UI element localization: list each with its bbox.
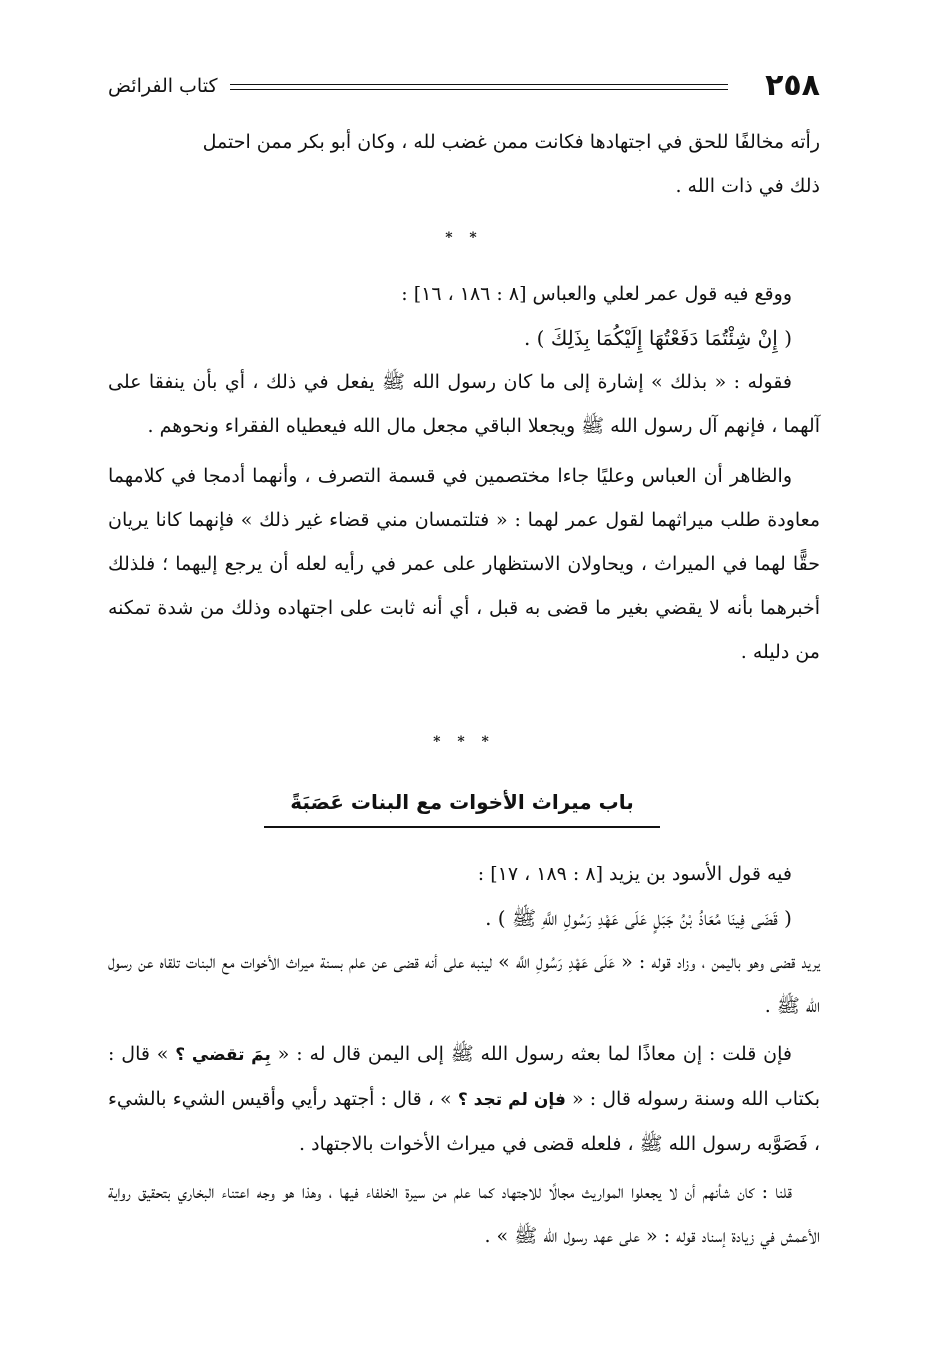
section-2-paragraph-1: فقوله : « بذلك » إشارة إلى ما كان رسول الله ﷺ يفعل في ذلك ، أي بأن ينفقا على آلهما ، فإنهم آل رسول الله ﷺ ويجعلا الباقي مجعل مال الله فيعطياه الفقراء ونحوهم .: [108, 371, 820, 437]
chapter-paragraph-2-part-c: » قال : بكتاب الله وسنة رسوله قال : «: [108, 1043, 821, 1110]
separator-stars: * *: [445, 230, 483, 246]
chapter-paragraph-2-part-a: فإن قلت : إن معاذًا لما بعثه رسول الله ﷺ إلى اليمن قال له : «: [277, 1043, 792, 1065]
chapter-paragraph-1: يريد قضى وهو باليمن ، وزاد قوله : « عَلَى عَهْدِ رَسُولِ اللَّه » لينبه على أنه قضى عن علم بسنة ميراث الأخوات مع البنات تلقاه عن رسول الله ﷺ .: [108, 951, 820, 1017]
running-header: [108, 66, 820, 110]
chapter-hadith-quote: ( قَضَى فِينَا مُعَاذُ بْنُ جَبَلٍ عَلَى عَهْدِ رَسُولِ اللَّهِ ﷺ ) .: [485, 906, 792, 930]
section-1-text: [108, 120, 820, 208]
section-2-text: [108, 272, 820, 674]
chapter-paragraph-2-part-d: » ، قال : أجتهد رأيي وأقيس الشيء بالشيء ، فَصَوَّبه رسول الله ﷺ ، فلعله قضى في ميراث الأخوات بالاجتهاد .: [108, 1088, 820, 1155]
separator-stars: * * *: [433, 734, 495, 750]
page-number: ٢٥٨: [765, 68, 820, 103]
section-2-paragraph-2: والظاهر أن العباس وعليًا جاءا مختصمين في قسمة التصرف ، وأنهما أدمجا في كلامهما معاودة طلب ميراثهما لقول عمر لهما : « فتلتمسان مني قضاء غير ذلك » فإنهما كانا يريان حقًّا لهما في الميراث ، ويحاولان الاستظهار على عمر في رأيه لعله أن يرجع إليهما ؛ فلذلك أخبرهما بأنه لا يقضي بغير ما قضى به قبل ، أي أنه ثابت على اجتهاده وذلك من شدة تمكنه من دليله .: [108, 465, 820, 663]
bold-question-1: بِمَ تقضي ؟: [175, 1045, 271, 1065]
chapter-paragraph-3: قلنا : كان شأنهم أن لا يجعلوا المواريث مجالًا للاجتهاد كما علم من سيرة الخلفاء فيها ، وهذا هو وجه اعتناء البخاري بتحقيق رواية الأعمش في زيادة إسناد قوله : « على عهد رسول الله ﷺ » .: [108, 1181, 820, 1247]
section-2-citation: ووقع فيه قول عمر لعلي والعباس [٨ : ١٨٦ ، ١٦] :: [401, 283, 792, 305]
chapter-paragraph-2: [108, 1032, 820, 1166]
chapter-citation: فيه قول الأسود بن يزيد [٨ : ١٨٩ ، ١٧] :: [477, 863, 792, 885]
header-rule: [230, 84, 728, 90]
section-1-line-2: ذلك في ذات الله .: [675, 175, 820, 197]
chapter-heading-rule: [264, 826, 660, 828]
chapter-heading: باب ميراث الأخوات مع البنات عَصَبَةً: [290, 790, 634, 814]
bold-question-2: فإن لم تجد ؟: [457, 1090, 566, 1110]
chapter-text: [108, 852, 820, 1258]
section-2-hadith-quote: ( إِنْ شِئْتُمَا دَفَعْتُهَا إِلَيْكُمَا بِذَلِكَ ) .: [523, 326, 792, 350]
section-1-line-1: رأته مخالفًا للحق في اجتهادها فكانت ممن غضب لله ، وكان أبو بكر ممن احتمل: [202, 131, 820, 153]
book-title: كتاب الفرائض: [108, 75, 218, 97]
